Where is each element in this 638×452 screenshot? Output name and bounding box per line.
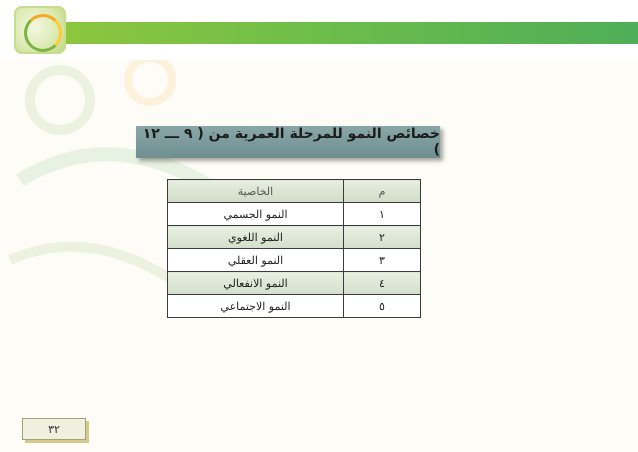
page-number: ٣٢ xyxy=(22,418,86,440)
page-title: خصائص النمو للمرحلة العمرية من ( ٩ ـــ ١٢ ) xyxy=(142,126,440,158)
row-trait: النمو العقلي xyxy=(168,249,344,272)
traits-table xyxy=(167,179,421,318)
row-trait: النمو الجسمي xyxy=(168,203,344,226)
row-number: ٤ xyxy=(344,272,421,295)
header-number: م xyxy=(344,180,421,203)
row-number: ٢ xyxy=(344,226,421,249)
table-row xyxy=(168,203,421,226)
brand-logo-icon xyxy=(14,6,66,54)
row-number: ٣ xyxy=(344,249,421,272)
page-title-box xyxy=(136,126,440,158)
table-row xyxy=(168,226,421,249)
row-number: ٥ xyxy=(344,295,421,318)
row-trait: النمو الاجتماعي xyxy=(168,295,344,318)
header-trait: الخاصية xyxy=(168,180,344,203)
header-green-bar xyxy=(66,22,638,44)
table-row xyxy=(168,295,421,318)
table-row xyxy=(168,249,421,272)
table-header-row xyxy=(168,180,421,203)
row-number: ١ xyxy=(344,203,421,226)
row-trait: النمو اللغوي xyxy=(168,226,344,249)
logo-ring-icon xyxy=(24,14,62,52)
table-row xyxy=(168,272,421,295)
row-trait: النمو الانفعالي xyxy=(168,272,344,295)
